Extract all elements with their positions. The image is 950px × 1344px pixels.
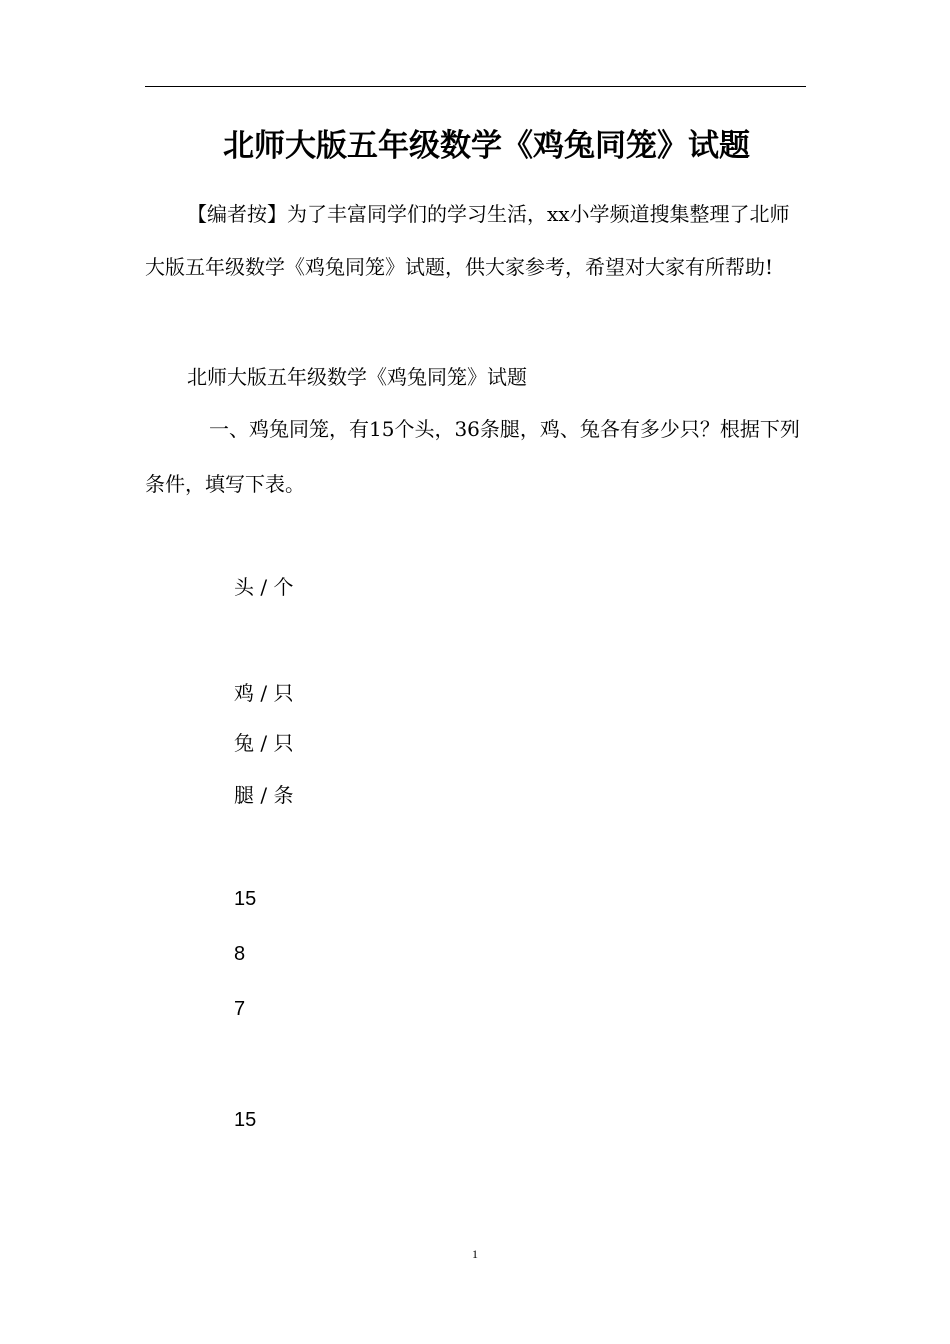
table-value-chickens: 8 <box>234 943 246 965</box>
question-one: 一、鸡兔同笼，有15个头，36条腿，鸡、兔各有多少只？根据下列条件，填写下表。 <box>145 417 800 496</box>
editor-note-paragraph: 【编者按】为了丰富同学们的学习生活，xx小学频道搜集整理了北师大版五年级数学《鸡兔同笼》试题，供大家参考，希望对大家有所帮助! <box>145 202 790 279</box>
page-number: 1 <box>472 1247 478 1261</box>
table-label-heads: 头 / 个 <box>234 575 294 599</box>
header-rule <box>145 86 806 87</box>
table-label-chickens: 鸡 / 只 <box>234 681 294 705</box>
table-label-rabbits: 兔 / 只 <box>234 731 294 755</box>
section-subtitle: 北师大版五年级数学《鸡兔同笼》试题 <box>187 365 527 389</box>
document-title: 北师大版五年级数学《鸡兔同笼》试题 <box>223 128 750 164</box>
table-value-heads-next: 15 <box>234 1109 257 1131</box>
table-value-rabbits: 7 <box>234 998 246 1020</box>
table-value-heads: 15 <box>234 888 257 910</box>
table-label-legs: 腿 / 条 <box>234 783 294 807</box>
